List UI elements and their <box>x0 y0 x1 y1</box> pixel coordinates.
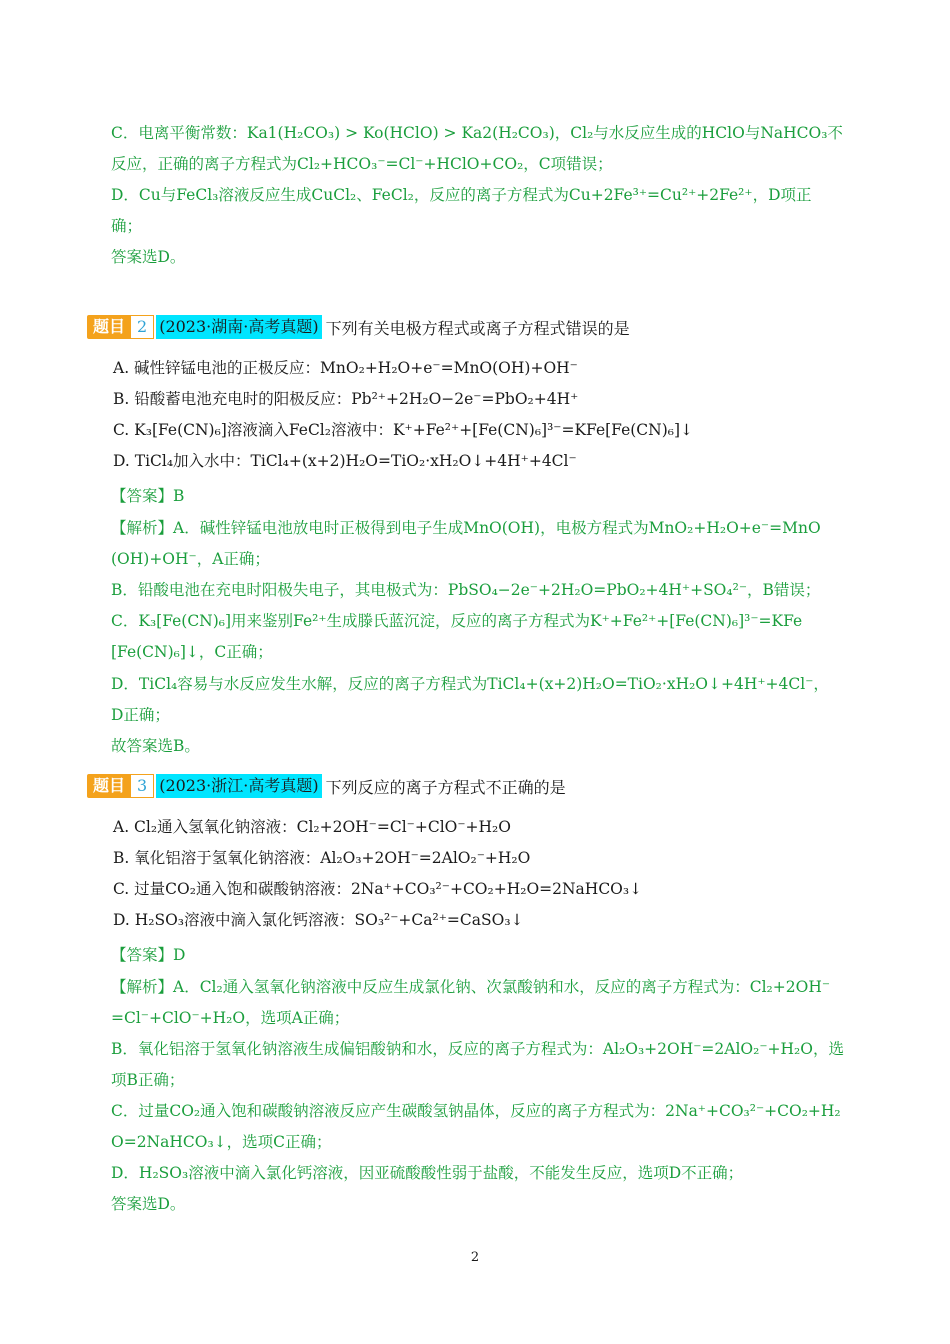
question-number: 2 <box>131 315 154 339</box>
question-source: (2023·浙江·高考真题) <box>156 774 321 798</box>
analysis-line: D．H₂SO₃溶液中滴入氯化钙溶液，因亚硫酸酸性弱于盐酸，不能发生反应，选项D不正确； <box>111 1164 744 1182</box>
question-header <box>87 773 566 799</box>
option-a: A. 碱性锌锰电池的正极反应：MnO₂+H₂O+e⁻=MnO(OH)+OH⁻ <box>113 359 578 377</box>
option-d: D. TiCl₄加入水中：TiCl₄+(x+2)H₂O=TiO₂·xH₂O↓+4H⁺+4Cl⁻ <box>113 452 577 470</box>
analysis-line: 故答案选B。 <box>111 737 200 755</box>
analysis-line: =Cl⁻+ClO⁻+H₂O，选项A正确； <box>111 1009 350 1027</box>
option-b: B. 铅酸蓄电池充电时的阳极反应：Pb²⁺+2H₂O−2e⁻=PbO₂+4H⁺ <box>113 390 579 408</box>
question-source: (2023·湖南·高考真题) <box>156 315 321 339</box>
analysis-line: B．氧化铝溶于氢氧化钠溶液生成偏铝酸钠和水，反应的离子方程式为：Al₂O₃+2OH⁻=2AlO₂⁻+H₂O，选 <box>111 1040 844 1058</box>
analysis-line: D正确； <box>111 706 170 724</box>
question-stem: 下列反应的离子方程式不正确的是 <box>325 777 566 797</box>
analysis-line: B．铅酸电池在充电时阳极失电子，其电极式为：PbSO₄−2e⁻+2H₂O=PbO₂+4H⁺+SO₄²⁻，B错误； <box>111 581 821 599</box>
analysis-line: 项B正确； <box>111 1071 185 1089</box>
answer-line: 【答案】D <box>111 946 186 964</box>
option-c: C. K₃[Fe(CN)₆]溶液滴入FeCl₂溶液中：K⁺+Fe²⁺+[Fe(CN)₆]³⁻=KFe[Fe(CN)₆]↓ <box>113 421 694 439</box>
analysis-line: 【解析】A．碱性锌锰电池放电时正极得到电子生成MnO(OH)，电极方程式为MnO₂+H₂O+e⁻=MnO <box>111 519 821 537</box>
option-a: A. Cl₂通入氢氧化钠溶液：Cl₂+2OH⁻=Cl⁻+ClO⁻+H₂O <box>113 818 511 836</box>
analysis-line: 【解析】A．Cl₂通入氢氧化钠溶液中反应生成氯化钠、次氯酸钠和水，反应的离子方程式为：Cl₂+2OH⁻ <box>111 978 831 996</box>
question-stem: 下列有关电极方程式或离子方程式错误的是 <box>325 318 630 338</box>
analysis-line: D．TiCl₄容易与水反应发生水解，反应的离子方程式为TiCl₄+(x+2)H₂O=TiO₂·xH₂O↓+4H⁺+4Cl⁻， <box>111 675 829 693</box>
analysis-line: 反应，正确的离子方程式为Cl₂+HCO₃⁻=Cl⁻+HClO+CO₂，C项错误； <box>111 155 613 173</box>
analysis-line: C．过量CO₂通入饱和碳酸钠溶液反应产生碳酸氢钠晶体，反应的离子方程式为：2Na⁺+CO₃²⁻+CO₂+H₂ <box>111 1102 841 1120</box>
analysis-line: [Fe(CN)₆]↓，C正确； <box>111 643 273 661</box>
question-tag: 题目 <box>87 315 131 339</box>
analysis-line: D．Cu与FeCl₃溶液反应生成CuCl₂、FeCl₂，反应的离子方程式为Cu+2Fe³⁺=Cu²⁺+2Fe²⁺，D项正 <box>111 186 812 204</box>
question-number: 3 <box>131 774 154 798</box>
analysis-line: C．电离平衡常数：Ka1(H₂CO₃) > Ko(HClO) > Ka2(H₂CO₃)，Cl₂与水反应生成的HClO与NaHCO₃不 <box>111 124 843 142</box>
analysis-line: (OH)+OH⁻，A正确； <box>111 550 270 568</box>
answer-line: 【答案】B <box>111 487 185 505</box>
analysis-line: 答案选D。 <box>111 1195 186 1213</box>
analysis-line: 确； <box>111 217 143 235</box>
option-d: D. H₂SO₃溶液中滴入氯化钙溶液：SO₃²⁻+Ca²⁺=CaSO₃↓ <box>113 911 524 929</box>
page-number: 2 <box>470 1250 480 1265</box>
analysis-line: 答案选D。 <box>111 248 186 266</box>
analysis-line: C．K₃[Fe(CN)₆]用来鉴别Fe²⁺生成滕氏蓝沉淀，反应的离子方程式为K⁺+Fe²⁺+[Fe(CN)₆]³⁻=KFe <box>111 612 803 630</box>
option-c: C. 过量CO₂通入饱和碳酸钠溶液：2Na⁺+CO₃²⁻+CO₂+H₂O=2NaHCO₃↓ <box>113 880 643 898</box>
option-b: B. 氧化铝溶于氢氧化钠溶液：Al₂O₃+2OH⁻=2AlO₂⁻+H₂O <box>113 849 531 867</box>
question-header <box>87 314 630 340</box>
analysis-line: O=2NaHCO₃↓，选项C正确； <box>111 1133 332 1151</box>
question-tag: 题目 <box>87 774 131 798</box>
